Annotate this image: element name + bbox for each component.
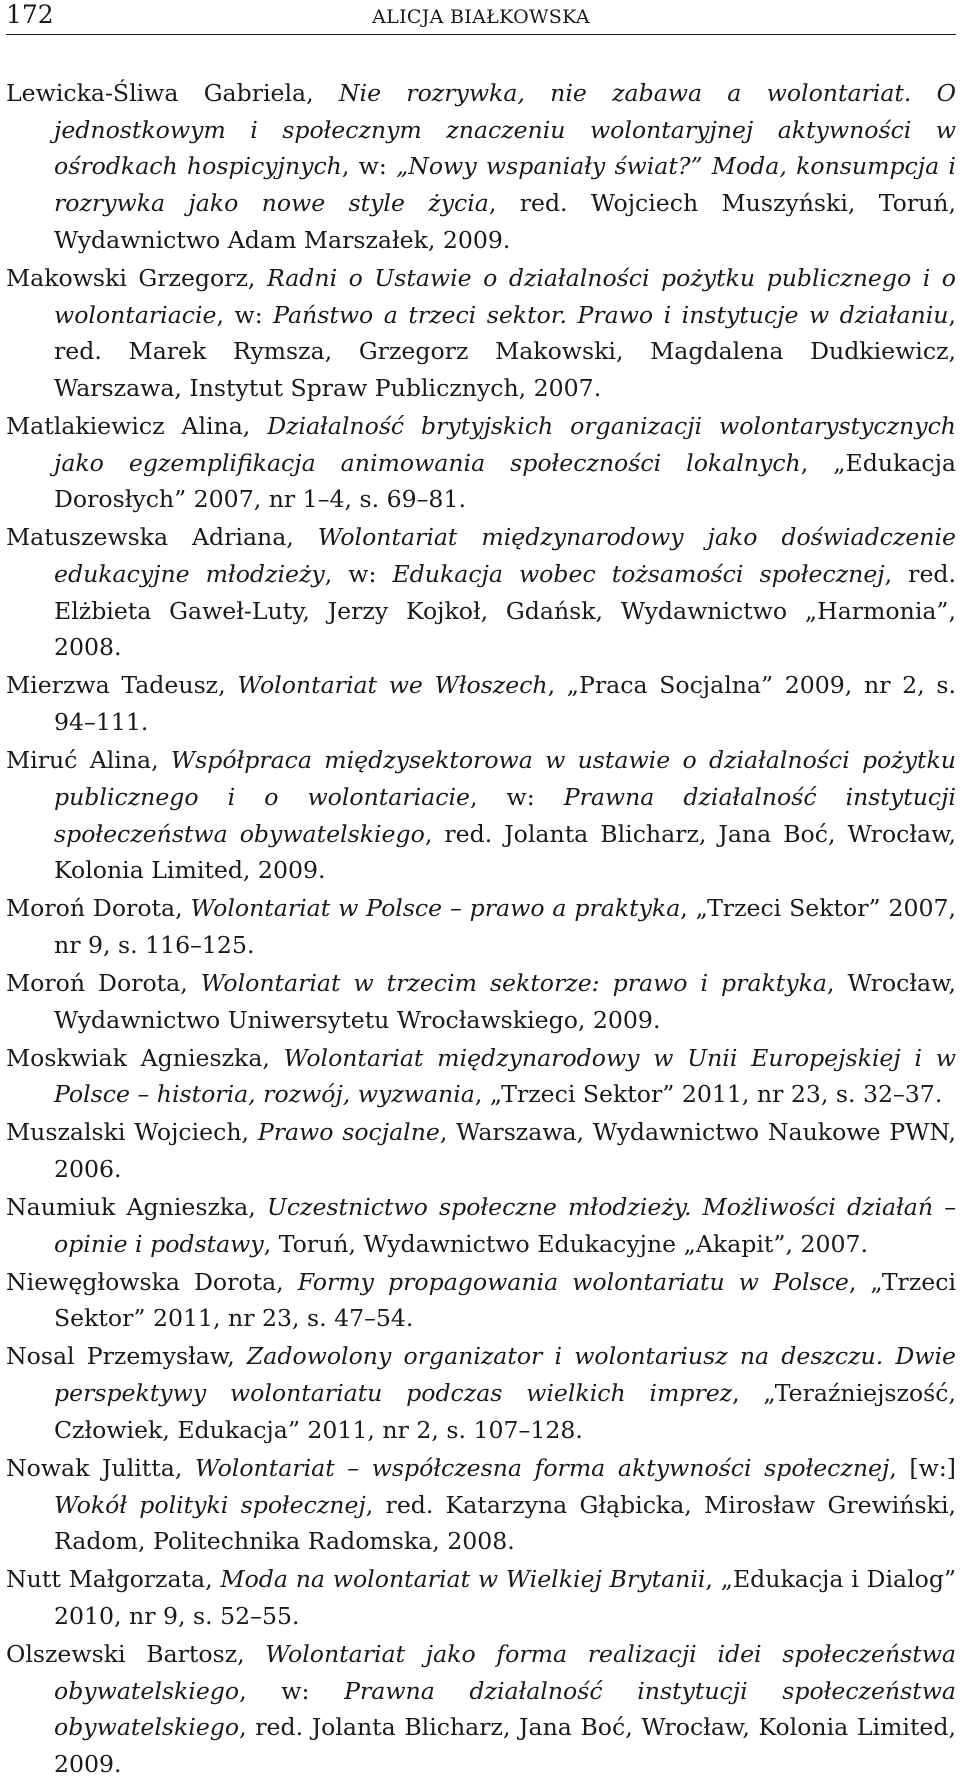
entry-title-italic: Wolontariat jako forma realizacji idei społeczeństwa obywatelskiego — [54, 1639, 956, 1705]
entry-text: , „Edukacja Dorosłych” 2007, nr 1–4, s. 69–81. — [54, 448, 956, 514]
bibliography-entry — [6, 1561, 956, 1634]
bibliography-entry — [6, 260, 956, 407]
entry-text: Niewęgłowska Dorota, — [6, 1267, 298, 1296]
entry-text: , „Trzeci Sektor” 2011, nr 23, s. 47–54. — [54, 1267, 956, 1333]
page-number: 172 — [6, 0, 54, 29]
entry-text: , Wrocław, Wydawnictwo Uniwersytetu Wrocławskiego, 2009. — [54, 968, 956, 1034]
entry-title-italic: „Nowy wspaniały świat?” Moda, konsumpcja i rozrywka jako nowe style życia — [54, 152, 956, 218]
entry-text: Miruć Alina, — [6, 746, 171, 775]
entry-text: , red. Marek Rymsza, Grzegorz Makowski, Magdalena Dudkiewicz, Warszawa, Instytut Spraw Publicznych, 2007. — [54, 300, 956, 402]
entry-text: Nutt Małgorzata, — [6, 1565, 221, 1594]
entry-text: Moroń Dorota, — [6, 968, 201, 997]
entry-title-italic: Uczestnictwo społeczne młodzieży. Możliwości działań – opinie i podstawy — [54, 1193, 956, 1258]
bibliography-entry — [6, 519, 956, 666]
entry-text: , „Trzeci Sektor” 2011, nr 23, s. 32–37. — [474, 1080, 943, 1109]
entry-text: , w: — [216, 300, 274, 329]
bibliography-entry — [6, 1114, 956, 1187]
entry-title-italic: Wokół polityki społecznej — [54, 1490, 366, 1519]
entry-text: Muszalski Wojciech, — [6, 1118, 258, 1147]
entry-text: , Warszawa, Wydawnictwo Naukowe PWN, 2006. — [54, 1118, 956, 1184]
bibliography-entry — [6, 742, 956, 889]
entry-text: Matlakiewicz Alina, — [6, 411, 268, 440]
bibliography-list — [6, 75, 956, 1783]
entry-text: , „Edukacja i Dialog” 2010, nr 9, s. 52–55. — [54, 1565, 956, 1630]
bibliography-entry — [6, 965, 956, 1038]
bibliography-entry — [6, 1636, 956, 1783]
bibliography-entry — [6, 1264, 956, 1337]
entry-text: , w: — [239, 1676, 345, 1705]
entry-title-italic: Wolontariat międzynarodowy jako doświadczenie edukacyjne młodzieży — [54, 523, 956, 589]
entry-title-italic: Radni o Ustawie o działalności pożytku publicznego i o wolontariacie — [54, 263, 956, 329]
entry-text: , red. Wojciech Muszyński, Toruń, Wydawnictwo Adam Marszałek, 2009. — [54, 189, 956, 254]
entry-text: , „Praca Socjalna” 2009, nr 2, s. 94–111. — [54, 671, 956, 737]
entry-title-italic: Wolontariat w Polsce – prawo a praktyka — [190, 894, 681, 923]
bibliography-entry — [6, 1189, 956, 1262]
entry-title-italic: Współpraca międzysektorowa w ustawie o działalności pożytku publicznego i o wolontariacie — [54, 746, 956, 811]
entry-text: , w: — [469, 782, 564, 811]
entry-text: , „Trzeci Sektor” 2007, nr 9, s. 116–125. — [54, 894, 956, 959]
running-header — [6, 0, 956, 35]
entry-title-italic: Formy propagowania wolontariatu w Polsce — [297, 1267, 849, 1296]
entry-title-italic: Prawna działalność instytucji społeczeństwa obywatelskiego — [54, 782, 956, 848]
entry-text: Makowski Grzegorz, — [6, 263, 267, 292]
entry-text: Nowak Julitta, — [6, 1453, 195, 1482]
entry-text: , Toruń, Wydawnictwo Edukacyjne „Akapit”, 2007. — [263, 1229, 869, 1258]
entry-text: Matuszewska Adriana, — [6, 523, 318, 552]
bibliography-entry — [6, 1338, 956, 1448]
bibliography-entry — [6, 1040, 956, 1113]
entry-text: , w: — [341, 152, 397, 181]
entry-title-italic: Prawo socjalne — [257, 1118, 440, 1147]
entry-text: , red. Katarzyna Głąbicka, Mirosław Grewiński, Radom, Politechnika Radomska, 2008. — [54, 1490, 957, 1556]
entry-title-italic: Wolontariat międzynarodowy w Unii Europejskiej i w Polsce – historia, rozwój, wyzwania — [54, 1043, 956, 1109]
entry-text: Nosal Przemysław, — [6, 1342, 247, 1371]
entry-text: , red. Jolanta Blicharz, Jana Boć, Wrocław, Kolonia Limited, 2009. — [54, 819, 956, 885]
entry-title-italic: Wolontariat we Włoszech — [237, 671, 548, 700]
bibliography-entry — [6, 75, 956, 259]
entry-title-italic: Działalność brytyjskich organizacji wolontarystycznych jako egzemplifikacja animowania społeczności lokalnych — [54, 411, 956, 477]
entry-text: Olszewski Bartosz, — [6, 1639, 266, 1668]
entry-text: , red. Elżbieta Gaweł-Luty, Jerzy Kojkoł, Gdańsk, Wydawnictwo „Harmonia”, 2008. — [54, 560, 957, 662]
bibliography-entry — [6, 1450, 956, 1560]
entry-title-italic: Edukacja wobec tożsamości społecznej — [392, 560, 885, 589]
entry-text: , [w:] — [889, 1453, 956, 1482]
bibliography-entry — [6, 890, 956, 963]
entry-title-italic: Prawna działalność instytucji społeczeństwa obywatelskiego — [54, 1676, 956, 1742]
entry-text: Moroń Dorota, — [6, 894, 191, 923]
entry-title-italic: Wolontariat – współczesna forma aktywności społecznej — [194, 1453, 890, 1482]
running-head-author: ALICJA BIAŁKOWSKA — [372, 6, 590, 28]
entry-title-italic: Zadowolony organizator i wolontariusz na deszczu. Dwie perspektywy wolontariatu podczas wielkich imprez — [54, 1342, 956, 1408]
bibliography-entry — [6, 667, 956, 740]
entry-title-italic: Wolontariat w trzecim sektorze: prawo i praktyka — [200, 968, 827, 997]
entry-text: , „Teraźniejszość, Człowiek, Edukacja” 2011, nr 2, s. 107–128. — [54, 1379, 956, 1444]
entry-text: Moskwiak Agnieszka, — [6, 1043, 284, 1072]
entry-text: Mierzwa Tadeusz, — [6, 671, 238, 700]
entry-text: Lewicka-Śliwa Gabriela, — [6, 79, 339, 107]
entry-text: Naumiuk Agnieszka, — [6, 1193, 267, 1222]
bibliography-entry — [6, 408, 956, 518]
entry-title-italic: Nie rozrywka, nie zabawa a wolontariat. O jednostkowym i społecznym znaczeniu wolontaryjnej aktywności w ośrodkach hospicyjnych — [54, 79, 956, 181]
entry-text: , red. Jolanta Blicharz, Jana Boć, Wrocław, Kolonia Limited, 2009. — [54, 1713, 956, 1779]
entry-text: , w: — [324, 560, 393, 589]
entry-title-italic: Państwo a trzeci sektor. Prawo i instytucje w działaniu — [273, 300, 949, 329]
entry-title-italic: Moda na wolontariat w Wielkiej Brytanii — [220, 1565, 706, 1594]
